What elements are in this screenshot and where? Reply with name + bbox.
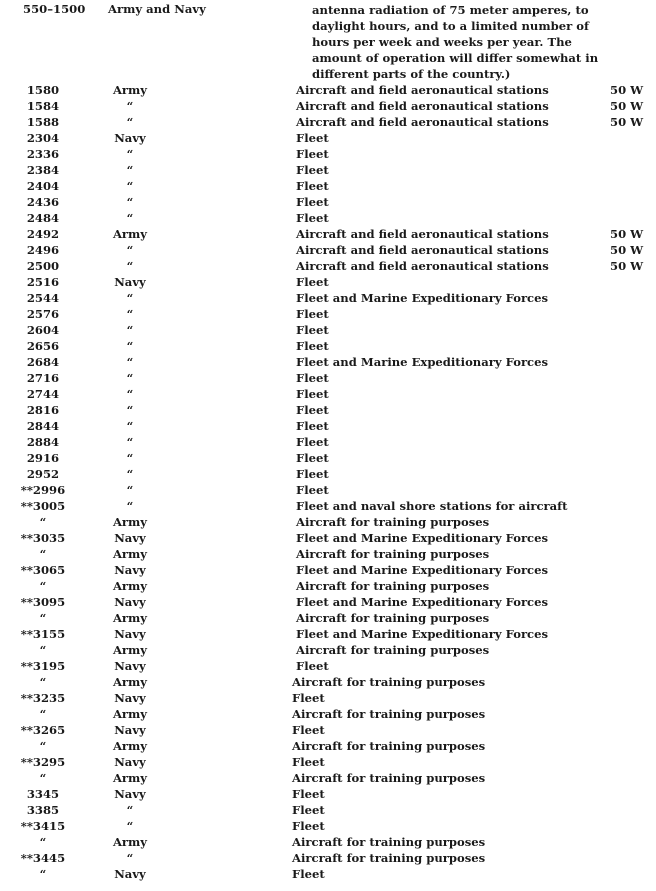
use-cell: Aircraft for training purposes bbox=[292, 739, 486, 753]
frequency-cell: **3195 bbox=[20, 659, 66, 673]
table-row bbox=[0, 98, 656, 114]
use-cell: Aircraft for training purposes bbox=[296, 579, 490, 593]
use-cell: Fleet bbox=[296, 451, 329, 465]
use-cell: Aircraft and field aeronautical stations bbox=[296, 243, 549, 257]
table-row bbox=[0, 770, 656, 786]
service-cell: “ bbox=[126, 419, 134, 433]
frequency-cell: 2576 bbox=[26, 307, 60, 321]
frequency-cell: 2684 bbox=[26, 355, 60, 369]
table-row bbox=[0, 850, 656, 866]
frequency-cell: 2544 bbox=[26, 291, 60, 305]
table-row bbox=[0, 386, 656, 402]
table-row bbox=[0, 130, 656, 146]
service-cell: “ bbox=[126, 291, 134, 305]
service-cell: Army bbox=[112, 83, 148, 97]
use-cell: Fleet and Marine Expeditionary Forces bbox=[296, 531, 549, 545]
use-cell: Fleet bbox=[296, 307, 329, 321]
use-cell: Fleet bbox=[296, 483, 329, 497]
use-cell: Aircraft for training purposes bbox=[292, 835, 486, 849]
frequency-cell: 1588 bbox=[26, 115, 60, 129]
service-cell: “ bbox=[126, 195, 134, 209]
frequency-cell: 2716 bbox=[26, 371, 60, 385]
use-cell: Aircraft for training purposes bbox=[292, 707, 486, 721]
power-cell: 50 W bbox=[610, 83, 644, 97]
table-row bbox=[0, 226, 656, 242]
use-cell: Fleet bbox=[292, 787, 325, 801]
table-row bbox=[0, 738, 656, 754]
frequency-cell: **3155 bbox=[20, 627, 66, 641]
service-cell: Army bbox=[112, 227, 148, 241]
frequency-cell: **3445 bbox=[20, 851, 66, 865]
use-cell: Fleet bbox=[296, 179, 329, 193]
table-row bbox=[0, 82, 656, 98]
frequency-cell: 2304 bbox=[26, 131, 60, 145]
table-row bbox=[0, 546, 656, 562]
use-cell: Fleet bbox=[292, 819, 325, 833]
service-cell: “ bbox=[126, 371, 134, 385]
table-row bbox=[0, 626, 656, 642]
table-row bbox=[0, 786, 656, 802]
table-row bbox=[0, 706, 656, 722]
table-row bbox=[0, 530, 656, 546]
service-cell: Navy bbox=[114, 691, 146, 705]
intro-note-line: amount of operation will differ somewhat in bbox=[312, 51, 599, 65]
frequency-cell: **2996 bbox=[20, 483, 66, 497]
frequency-cell: 2744 bbox=[26, 387, 60, 401]
service-cell: “ bbox=[126, 451, 134, 465]
use-cell: Fleet bbox=[292, 755, 325, 769]
service-cell: Navy bbox=[114, 755, 146, 769]
service-cell: “ bbox=[126, 211, 134, 225]
service-cell: Navy bbox=[114, 131, 146, 145]
table-row bbox=[0, 450, 656, 466]
frequency-cell: 3345 bbox=[26, 787, 60, 801]
frequency-cell: 1584 bbox=[26, 99, 60, 113]
use-cell: Fleet and Marine Expeditionary Forces bbox=[296, 595, 549, 609]
service-cell: “ bbox=[126, 115, 134, 129]
use-cell: Fleet bbox=[296, 323, 329, 337]
service-cell: Navy bbox=[114, 275, 146, 289]
table-row bbox=[0, 178, 656, 194]
table-row bbox=[0, 274, 656, 290]
frequency-cell: “ bbox=[39, 515, 47, 529]
power-cell: 50 W bbox=[610, 243, 644, 257]
frequency-cell: 2404 bbox=[26, 179, 60, 193]
service-cell: Navy bbox=[114, 787, 146, 801]
table-row bbox=[0, 242, 656, 258]
table-row bbox=[0, 818, 656, 834]
power-cell: 50 W bbox=[610, 259, 644, 273]
frequency-cell: 2844 bbox=[26, 419, 60, 433]
frequency-cell: 2816 bbox=[26, 403, 60, 417]
service-cell: Army bbox=[112, 515, 148, 529]
table-row bbox=[0, 642, 656, 658]
frequency-cell: **3415 bbox=[20, 819, 66, 833]
service-cell: Navy bbox=[114, 723, 146, 737]
table-row bbox=[0, 370, 656, 386]
table-row bbox=[0, 114, 656, 130]
use-cell: Aircraft for training purposes bbox=[292, 851, 486, 865]
service-cell: Navy bbox=[114, 531, 146, 545]
table-row bbox=[0, 322, 656, 338]
service-cell: “ bbox=[126, 467, 134, 481]
use-cell: Fleet and Marine Expeditionary Forces bbox=[296, 291, 549, 305]
service-cell: Navy bbox=[114, 659, 146, 673]
use-cell: Fleet bbox=[296, 339, 329, 353]
use-cell: Aircraft for training purposes bbox=[292, 675, 486, 689]
use-cell: Fleet and Marine Expeditionary Forces bbox=[296, 355, 549, 369]
frequency-cell: 3385 bbox=[26, 803, 60, 817]
service-cell: “ bbox=[126, 819, 134, 833]
frequency-cell: 2916 bbox=[26, 451, 60, 465]
frequency-cell: 2492 bbox=[26, 227, 60, 241]
frequency-cell: “ bbox=[39, 835, 47, 849]
table-row bbox=[0, 210, 656, 226]
service-cell: Army bbox=[112, 643, 148, 657]
intro-note-line: antenna radiation of 75 meter amperes, to bbox=[312, 3, 589, 17]
frequency-cell: **3005 bbox=[20, 499, 66, 513]
table-row bbox=[0, 466, 656, 482]
frequency-cell: “ bbox=[39, 771, 47, 785]
use-cell: Fleet bbox=[296, 131, 329, 145]
service-cell: Navy bbox=[114, 867, 146, 881]
service-cell: Navy bbox=[114, 627, 146, 641]
intro-note-line: different parts of the country.) bbox=[312, 67, 511, 81]
frequency-cell: 1580 bbox=[26, 83, 60, 97]
frequency-cell: 2436 bbox=[26, 195, 60, 209]
frequency-cell: 2500 bbox=[26, 259, 60, 273]
table-row bbox=[0, 258, 656, 274]
use-cell: Fleet and Marine Expeditionary Forces bbox=[296, 627, 549, 641]
use-cell: Aircraft and field aeronautical stations bbox=[296, 99, 549, 113]
use-cell: Aircraft and field aeronautical stations bbox=[296, 259, 549, 273]
use-cell: Fleet and naval shore stations for aircraft bbox=[296, 499, 568, 513]
use-cell: Aircraft and field aeronautical stations bbox=[296, 115, 549, 129]
table-row bbox=[0, 866, 656, 882]
service-cell: “ bbox=[126, 323, 134, 337]
use-cell: Fleet bbox=[296, 195, 329, 209]
table-row bbox=[0, 562, 656, 578]
use-cell: Fleet bbox=[296, 163, 329, 177]
table-row bbox=[0, 338, 656, 354]
table-row bbox=[0, 802, 656, 818]
table-row bbox=[0, 402, 656, 418]
frequency-cell: 2336 bbox=[26, 147, 60, 161]
use-cell: Fleet bbox=[292, 723, 325, 737]
table-row bbox=[0, 594, 656, 610]
table-row bbox=[0, 658, 656, 674]
table-row bbox=[0, 514, 656, 530]
service-cell: “ bbox=[126, 387, 134, 401]
service-cell: “ bbox=[126, 803, 134, 817]
power-cell: 50 W bbox=[610, 115, 644, 129]
use-cell: Fleet bbox=[296, 403, 329, 417]
use-cell: Fleet bbox=[296, 147, 329, 161]
table-row bbox=[0, 306, 656, 322]
service-cell: “ bbox=[126, 99, 134, 113]
service-cell: “ bbox=[126, 243, 134, 257]
service-cell: “ bbox=[126, 179, 134, 193]
service-cell: Army bbox=[112, 611, 148, 625]
frequency-cell: “ bbox=[39, 643, 47, 657]
intro-note-line: daylight hours, and to a limited number of bbox=[312, 19, 589, 33]
use-cell: Fleet bbox=[296, 435, 329, 449]
service-cell: Army bbox=[112, 835, 148, 849]
table-row bbox=[0, 354, 656, 370]
use-cell: Fleet bbox=[296, 211, 329, 225]
use-cell: Fleet bbox=[292, 867, 325, 881]
frequency-cell: “ bbox=[39, 611, 47, 625]
frequency-cell: 2884 bbox=[26, 435, 60, 449]
table-row bbox=[0, 610, 656, 626]
use-cell: Fleet bbox=[296, 419, 329, 433]
service-cell: Army bbox=[112, 707, 148, 721]
use-cell: Aircraft for training purposes bbox=[292, 771, 486, 785]
frequency-table bbox=[0, 82, 656, 882]
use-cell: Fleet bbox=[296, 467, 329, 481]
use-cell: Fleet bbox=[296, 275, 329, 289]
table-row bbox=[0, 754, 656, 770]
frequency-cell: 2516 bbox=[26, 275, 60, 289]
service-cell: “ bbox=[126, 307, 134, 321]
intro-note bbox=[312, 2, 600, 82]
frequency-cell: “ bbox=[39, 867, 47, 881]
frequency-cell: 2952 bbox=[26, 467, 60, 481]
table-row bbox=[0, 434, 656, 450]
table-row bbox=[0, 690, 656, 706]
service-cell: Navy bbox=[114, 595, 146, 609]
service-cell: Army bbox=[112, 579, 148, 593]
intro-service: Army and Navy bbox=[108, 2, 206, 16]
use-cell: Aircraft and field aeronautical stations bbox=[296, 83, 549, 97]
table-row bbox=[0, 146, 656, 162]
power-cell: 50 W bbox=[610, 99, 644, 113]
frequency-cell: **3265 bbox=[20, 723, 66, 737]
frequency-cell: “ bbox=[39, 675, 47, 689]
table-row bbox=[0, 578, 656, 594]
service-cell: Army bbox=[112, 547, 148, 561]
frequency-cell: 2484 bbox=[26, 211, 60, 225]
frequency-cell: **3235 bbox=[20, 691, 66, 705]
service-cell: Army bbox=[112, 771, 148, 785]
table-row bbox=[0, 290, 656, 306]
table-row bbox=[0, 674, 656, 690]
service-cell: “ bbox=[126, 259, 134, 273]
service-cell: “ bbox=[126, 147, 134, 161]
use-cell: Aircraft for training purposes bbox=[296, 611, 490, 625]
service-cell: “ bbox=[126, 403, 134, 417]
use-cell: Aircraft for training purposes bbox=[296, 515, 490, 529]
power-cell: 50 W bbox=[610, 227, 644, 241]
frequency-cell: **3065 bbox=[20, 563, 66, 577]
service-cell: “ bbox=[126, 435, 134, 449]
table-row bbox=[0, 418, 656, 434]
service-cell: “ bbox=[126, 483, 134, 497]
intro-entry bbox=[0, 2, 656, 82]
use-cell: Fleet bbox=[292, 691, 325, 705]
frequency-cell: “ bbox=[39, 739, 47, 753]
use-cell: Fleet bbox=[296, 659, 329, 673]
use-cell: Fleet bbox=[296, 371, 329, 385]
frequency-cell: 2656 bbox=[26, 339, 60, 353]
frequency-cell: 2384 bbox=[26, 163, 60, 177]
service-cell: Army bbox=[112, 675, 148, 689]
service-cell: Army bbox=[112, 739, 148, 753]
frequency-cell: “ bbox=[39, 547, 47, 561]
table-row bbox=[0, 498, 656, 514]
table-row bbox=[0, 722, 656, 738]
service-cell: “ bbox=[126, 163, 134, 177]
intro-frequency: 550–1500 bbox=[23, 2, 86, 16]
service-cell: “ bbox=[126, 355, 134, 369]
use-cell: Fleet and Marine Expeditionary Forces bbox=[296, 563, 549, 577]
use-cell: Aircraft and field aeronautical stations bbox=[296, 227, 549, 241]
frequency-cell: 2604 bbox=[26, 323, 60, 337]
use-cell: Fleet bbox=[296, 387, 329, 401]
service-cell: “ bbox=[126, 499, 134, 513]
table-row bbox=[0, 162, 656, 178]
use-cell: Aircraft for training purposes bbox=[296, 643, 490, 657]
use-cell: Aircraft for training purposes bbox=[296, 547, 490, 561]
frequency-cell: **3295 bbox=[20, 755, 66, 769]
service-cell: “ bbox=[126, 851, 134, 865]
frequency-cell: “ bbox=[39, 579, 47, 593]
service-cell: “ bbox=[126, 339, 134, 353]
frequency-cell: **3035 bbox=[20, 531, 66, 545]
frequency-cell: 2496 bbox=[26, 243, 60, 257]
use-cell: Fleet bbox=[292, 803, 325, 817]
table-row bbox=[0, 194, 656, 210]
frequency-cell: “ bbox=[39, 707, 47, 721]
table-row bbox=[0, 482, 656, 498]
table-row bbox=[0, 834, 656, 850]
intro-note-line: hours per week and weeks per year. The bbox=[312, 35, 572, 49]
service-cell: Navy bbox=[114, 563, 146, 577]
frequency-cell: **3095 bbox=[20, 595, 66, 609]
